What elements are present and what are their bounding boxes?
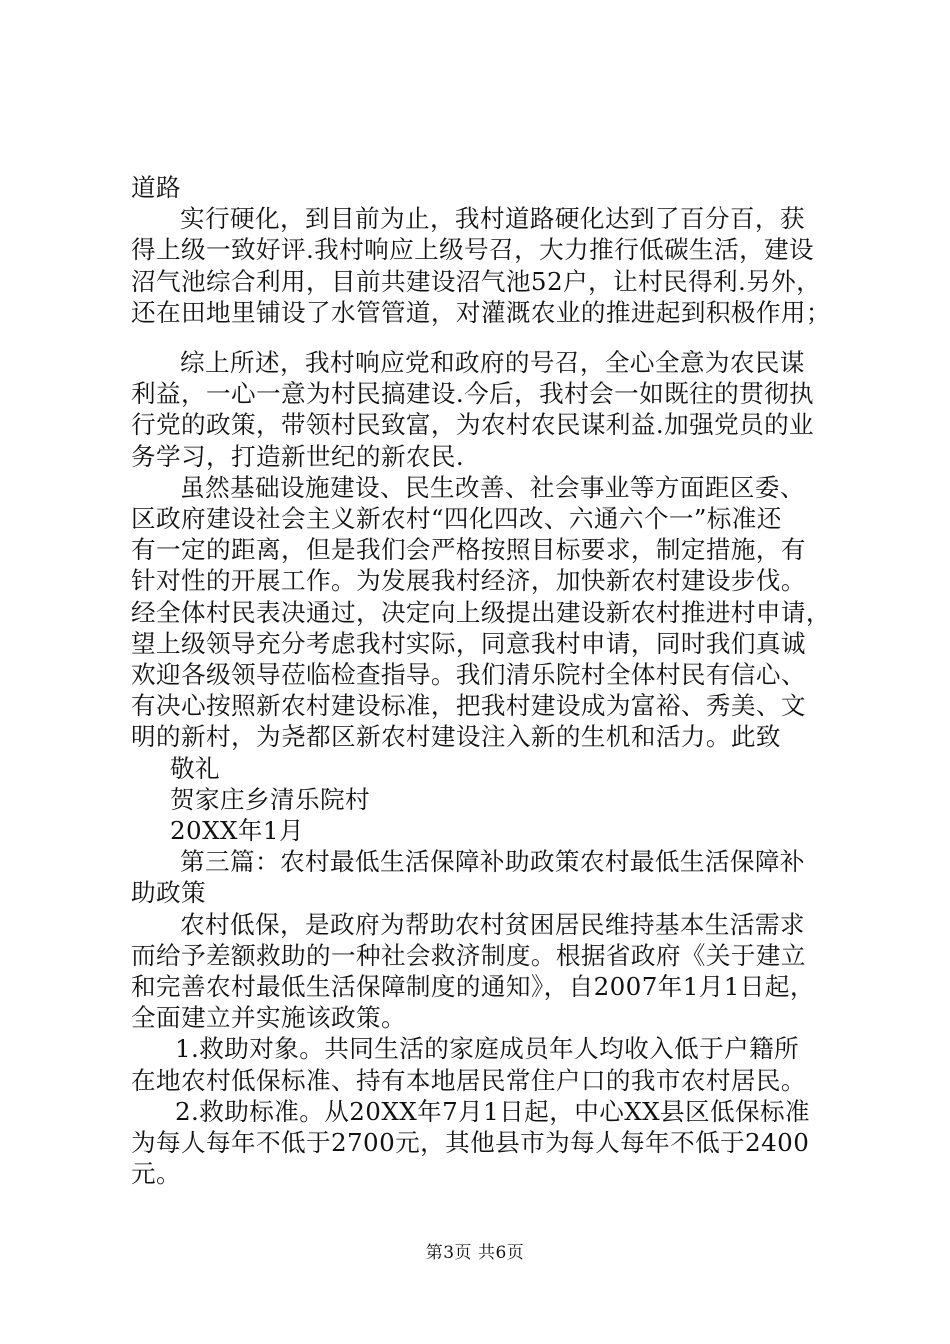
section-heading-cont: 助政策 xyxy=(131,878,206,908)
text-line: 务学习，打造新世纪的新农民. xyxy=(131,441,465,471)
text-line: 有一定的距离，但是我们会严格按照目标要求，制定措施，有 xyxy=(131,535,806,565)
text-line: 望上级领导充分考虑我村实际，同意我村申请，同时我们真诚 xyxy=(131,628,806,658)
text-line: 道路 xyxy=(131,173,181,202)
text-line: 为每人每年不低于2700元，其他县市为每人每年不低于2400 xyxy=(131,1128,810,1157)
text-line: 有决心按照新农村建设标准，把我村建设成为富裕、秀美、文 xyxy=(131,691,806,721)
signature-date: 20XX年1月 xyxy=(170,816,304,845)
text-line: 利益，一心一意为村民搞建设.今后，我村会一如既往的贯彻执 xyxy=(131,379,815,409)
text-line: 综上所述，我村响应党和政府的号召，全心全意为农民谋 xyxy=(180,348,805,377)
signature-org: 贺家庄乡清乐院村 xyxy=(170,784,370,814)
text-line: 经全体村民表决通过，决定向上级提出建设新农村推进村申请， xyxy=(131,597,831,627)
section-heading: 第三篇：农村最低生活保障补助政策农村最低生活保障补 xyxy=(180,847,805,877)
text-line: 沼气池综合利用，目前共建设沼气池52户，让村民得利.另外， xyxy=(131,266,822,296)
page-number-footer: 第3页 共6页 xyxy=(425,1243,525,1263)
closing-salutation: 敬礼 xyxy=(170,753,220,783)
text-line: 而给予差额救助的一种社会救济制度。根据省政府《关于建立 xyxy=(131,940,806,970)
text-line: 区政府建设社会主义新农村“四化四改、六通六个一”标准还 xyxy=(131,504,782,533)
text-line: 得上级一致好评.我村响应上级号召，大力推行低碳生活，建设 xyxy=(131,235,815,265)
text-line: 虽然基础设施建设、民生改善、社会事业等方面距区委、 xyxy=(180,472,805,502)
text-line: 元。 xyxy=(131,1159,181,1189)
text-line: 农村低保，是政府为帮助农村贫困居民维持基本生活需求 xyxy=(180,909,805,939)
list-item: 1.救助对象。共同生活的家庭成员年人均收入低于户籍所 xyxy=(175,1034,800,1064)
list-item: 2.救助标准。从20XX年7月1日起，中心XX县区低保标准 xyxy=(175,1096,810,1126)
text-line: 实行硬化，到目前为止，我村道路硬化达到了百分百，获 xyxy=(180,204,805,234)
text-line: 明的新村，为尧都区新农村建设注入新的生机和活力。此致 xyxy=(131,722,781,752)
text-line: 针对性的开展工作。为发展我村经济，加快新农村建设步伐。 xyxy=(131,566,806,596)
text-line: 还在田地里铺设了水管管道，对灌溉农业的推进起到积极作用； xyxy=(131,297,831,327)
text-line: 欢迎各级领导莅临检查指导。我们清乐院村全体村民有信心、 xyxy=(131,660,806,689)
text-line: 全面建立并实施该政策。 xyxy=(131,1003,406,1033)
text-line: 和完善农村最低生活保障制度的通知》，自2007年1月1日起， xyxy=(131,972,815,1001)
text-line: 行党的政策，带领村民致富，为农村农民谋利益.加强党员的业 xyxy=(131,410,815,440)
text-line: 在地农村低保标准、持有本地居民常住户口的我市农村居民。 xyxy=(131,1065,806,1095)
